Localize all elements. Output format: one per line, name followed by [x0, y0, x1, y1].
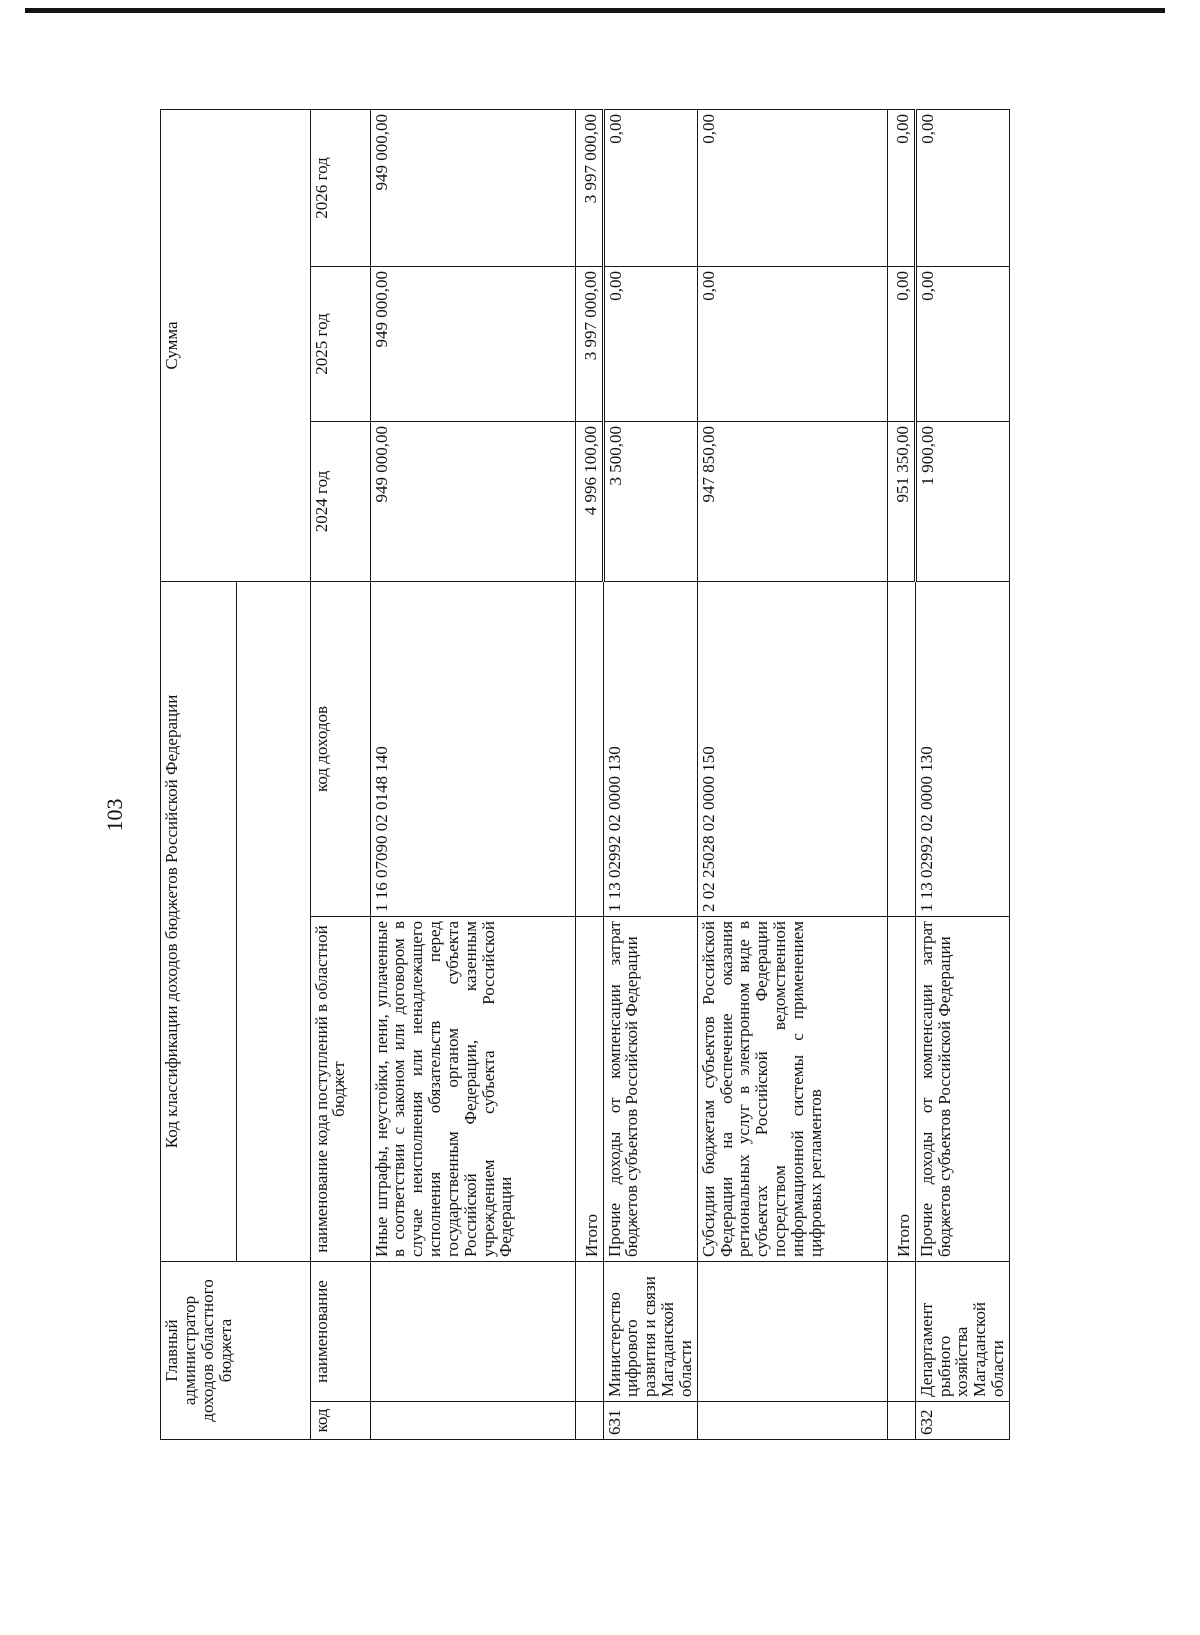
- header-admin-name: наименование: [310, 1262, 370, 1402]
- header-admin-group: Главный администратор доходов областного бюджета: [161, 1262, 311, 1440]
- income-name: Прочие доходы от компенсации затрат бюджетов субъектов Российской Федерации: [603, 917, 697, 1262]
- income-code: 1 16 07090 02 0148 140: [370, 581, 575, 916]
- total-row: [575, 109, 603, 1439]
- header-row-3: [310, 109, 370, 1439]
- amount-2025: 949 000,00: [370, 266, 575, 421]
- header-year-2026: 2026 год: [310, 109, 370, 266]
- amount-2024: 949 000,00: [370, 421, 575, 581]
- income-name: Прочие доходы от компенсации затрат бюджетов субъектов Российской Федерации: [915, 917, 1009, 1262]
- amount-2025: 0,00: [697, 266, 887, 421]
- header-year-2025: 2025 год: [310, 266, 370, 421]
- revenue-table: [160, 109, 1010, 1440]
- total-2026: 0,00: [887, 109, 915, 266]
- amount-2026: 0,00: [915, 109, 1009, 266]
- total-2025: 0,00: [887, 266, 915, 421]
- empty-cell: [887, 1402, 915, 1440]
- amount-2025: 0,00: [603, 266, 697, 421]
- total-row: [887, 109, 915, 1439]
- amount-2024: 1 900,00: [915, 421, 1009, 581]
- header-income-name: наименование кода поступлений в областной бюджет: [310, 917, 370, 1262]
- amount-2026: 0,00: [603, 109, 697, 266]
- rotated-sheet: [160, 110, 1010, 1440]
- total-2024: 951 350,00: [887, 421, 915, 581]
- amount-2025: 0,00: [915, 266, 1009, 421]
- table-row: [370, 109, 575, 1439]
- header-code: код: [310, 1402, 370, 1440]
- admin-code: 632: [915, 1402, 1009, 1440]
- admin-code: [370, 1402, 575, 1440]
- header-income-code: код доходов: [310, 581, 370, 916]
- header-sum-group: Сумма: [161, 109, 311, 581]
- amount-2026: 949 000,00: [370, 109, 575, 266]
- admin-name: Министерство цифрового развития и связи Магаданской области: [603, 1262, 697, 1402]
- header-year-2024: 2024 год: [310, 421, 370, 581]
- page-number: 103: [102, 798, 127, 832]
- admin-code: 631: [603, 1402, 697, 1440]
- total-2026: 3 997 000,00: [575, 109, 603, 266]
- sheet-content: [160, 110, 1010, 1440]
- empty-cell: [575, 1402, 603, 1440]
- admin-name: [370, 1262, 575, 1402]
- income-name: Иные штрафы, неустойки, пени, уплаченные в соответствии с законом или договором в случае неисполнения или ненадлежащего исполнения обязательств перед государственным органом субъекта Российской Федерации, казенным учреждением субъекта Российской Федерации: [370, 917, 575, 1262]
- empty-cell: [887, 1262, 915, 1402]
- empty-cell: [575, 1262, 603, 1402]
- table-row: [915, 109, 1009, 1439]
- income-name: Субсидии бюджетам субъектов Российской Федерации на обеспечение оказания региональных услуг в электронном виде в субъектах Российской Федерации посредством ведомственной информационной системы с применением цифровых регламентов: [697, 917, 887, 1262]
- table-row: [697, 109, 887, 1439]
- income-code: 1 13 02992 02 0000 130: [603, 581, 697, 916]
- header-row-1: [161, 109, 237, 1439]
- admin-code: [697, 1402, 887, 1440]
- total-2024: 4 996 100,00: [575, 421, 603, 581]
- amount-2024: 947 850,00: [697, 421, 887, 581]
- admin-name: Департамент рыбного хозяйства Магаданской области: [915, 1262, 1009, 1402]
- empty-cell: [575, 581, 603, 916]
- top-rule: [25, 8, 1165, 13]
- total-label: Итого: [887, 917, 915, 1262]
- amount-2024: 3 500,00: [603, 421, 697, 581]
- income-code: 1 13 02992 02 0000 130: [915, 581, 1009, 916]
- header-classification-group: Код классификации доходов бюджетов Российской Федерации: [161, 581, 237, 1261]
- total-2025: 3 997 000,00: [575, 266, 603, 421]
- income-code: 2 02 25028 02 0000 150: [697, 581, 887, 916]
- empty-cell: [887, 581, 915, 916]
- total-label: Итого: [575, 917, 603, 1262]
- amount-2026: 0,00: [697, 109, 887, 266]
- admin-name: [697, 1262, 887, 1402]
- table-row: [603, 109, 697, 1439]
